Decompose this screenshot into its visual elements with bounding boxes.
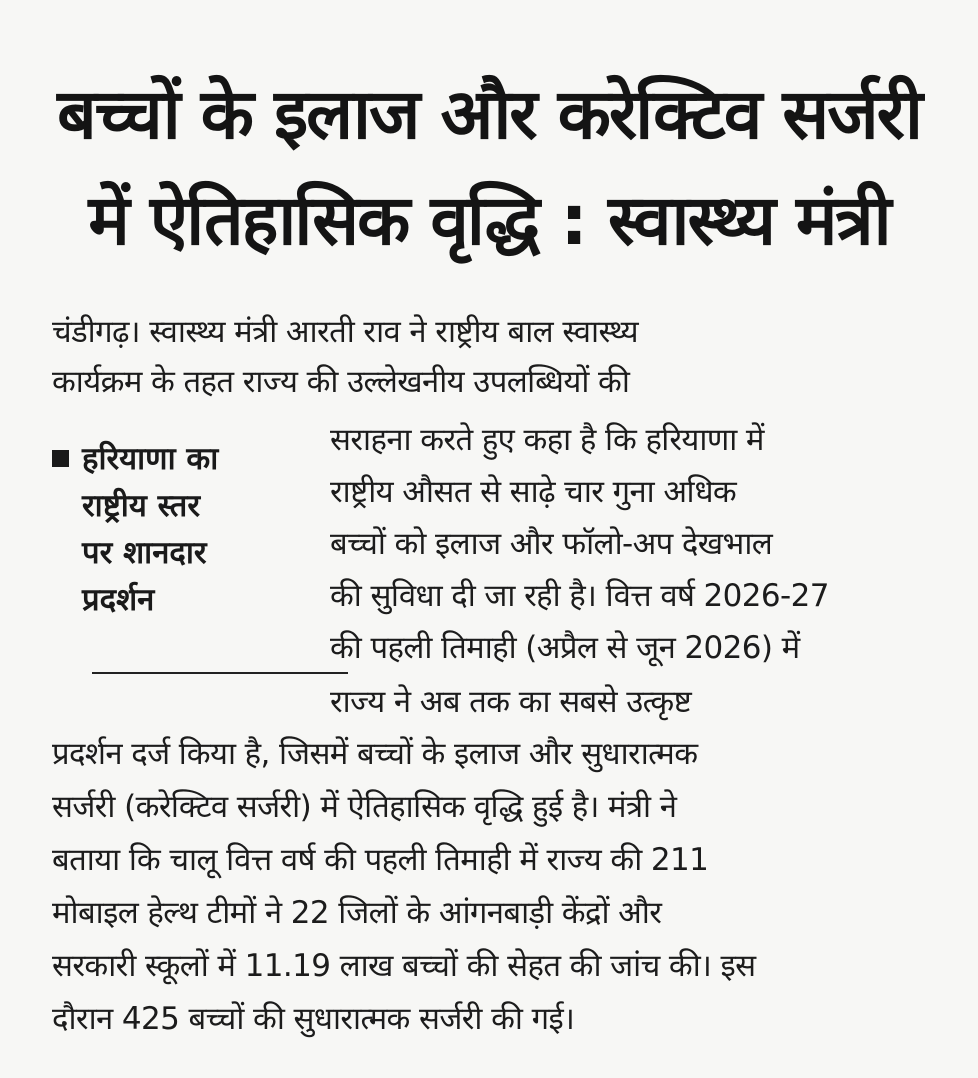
sidebar-line-3: पर शानदार bbox=[82, 535, 207, 571]
body-line-9: प्रदर्शन दर्ज किया है, जिसमें बच्चों के इलाज और सुधारात्मक bbox=[52, 736, 698, 772]
body-line-5: बच्चों को इलाज और फॉलो-अप देखभाल bbox=[330, 526, 773, 562]
body-line-10: सर्जरी (करेक्टिव सर्जरी) में ऐतिहासिक वृद्धि हुई है। मंत्री ने bbox=[52, 789, 677, 825]
sidebar-line-1: हरियाणा का bbox=[82, 441, 219, 477]
sidebar-line-4: प्रदर्शन bbox=[82, 582, 155, 618]
bullet-square-icon bbox=[52, 450, 69, 467]
body-line-4: राष्ट्रीय औसत से साढ़े चार गुना अधिक bbox=[330, 474, 737, 510]
body-line-3: सराहना करते हुए कहा है कि हरियाणा में bbox=[330, 422, 764, 458]
body-line-14: दौरान 425 बच्चों की सुधारात्मक सर्जरी की गई। bbox=[52, 1001, 575, 1037]
body-line-2: कार्यक्रम के तहत राज्य की उल्लेखनीय उपलब्धियों की bbox=[52, 364, 630, 400]
sidebar-divider bbox=[92, 672, 348, 674]
body-line-11: बताया कि चालू वित्त वर्ष की पहली तिमाही में राज्य की 211 bbox=[52, 842, 709, 878]
body-line-13: सरकारी स्कूलों में 11.19 लाख बच्चों की सेहत की जांच की। इस bbox=[52, 948, 756, 984]
sidebar-highlight bbox=[52, 436, 302, 624]
headline-line-1: बच्चों के इलाज और करेक्टिव सर्जरी bbox=[57, 75, 921, 155]
body-line-6: की सुविधा दी जा रही है। वित्त वर्ष 2026-27 bbox=[330, 578, 829, 614]
headline bbox=[0, 62, 978, 274]
body-line-7: की पहली तिमाही (अप्रैल से जून 2026) में bbox=[330, 630, 800, 666]
body-line-12: मोबाइल हेल्थ टीमों ने 22 जिलों के आंगनबाड़ी केंद्रों और bbox=[52, 895, 662, 931]
body-line-1: चंडीगढ़। स्वास्थ्य मंत्री आरती राव ने राष्ट्रीय बाल स्वास्थ्य bbox=[52, 314, 639, 350]
headline-line-2: में ऐतिहासिक वृद्धि : स्वास्थ्य मंत्री bbox=[88, 181, 890, 261]
sidebar-line-2: राष्ट्रीय स्तर bbox=[82, 488, 201, 524]
body-line-8: राज्य ने अब तक का सबसे उत्कृष्ट bbox=[330, 684, 692, 720]
